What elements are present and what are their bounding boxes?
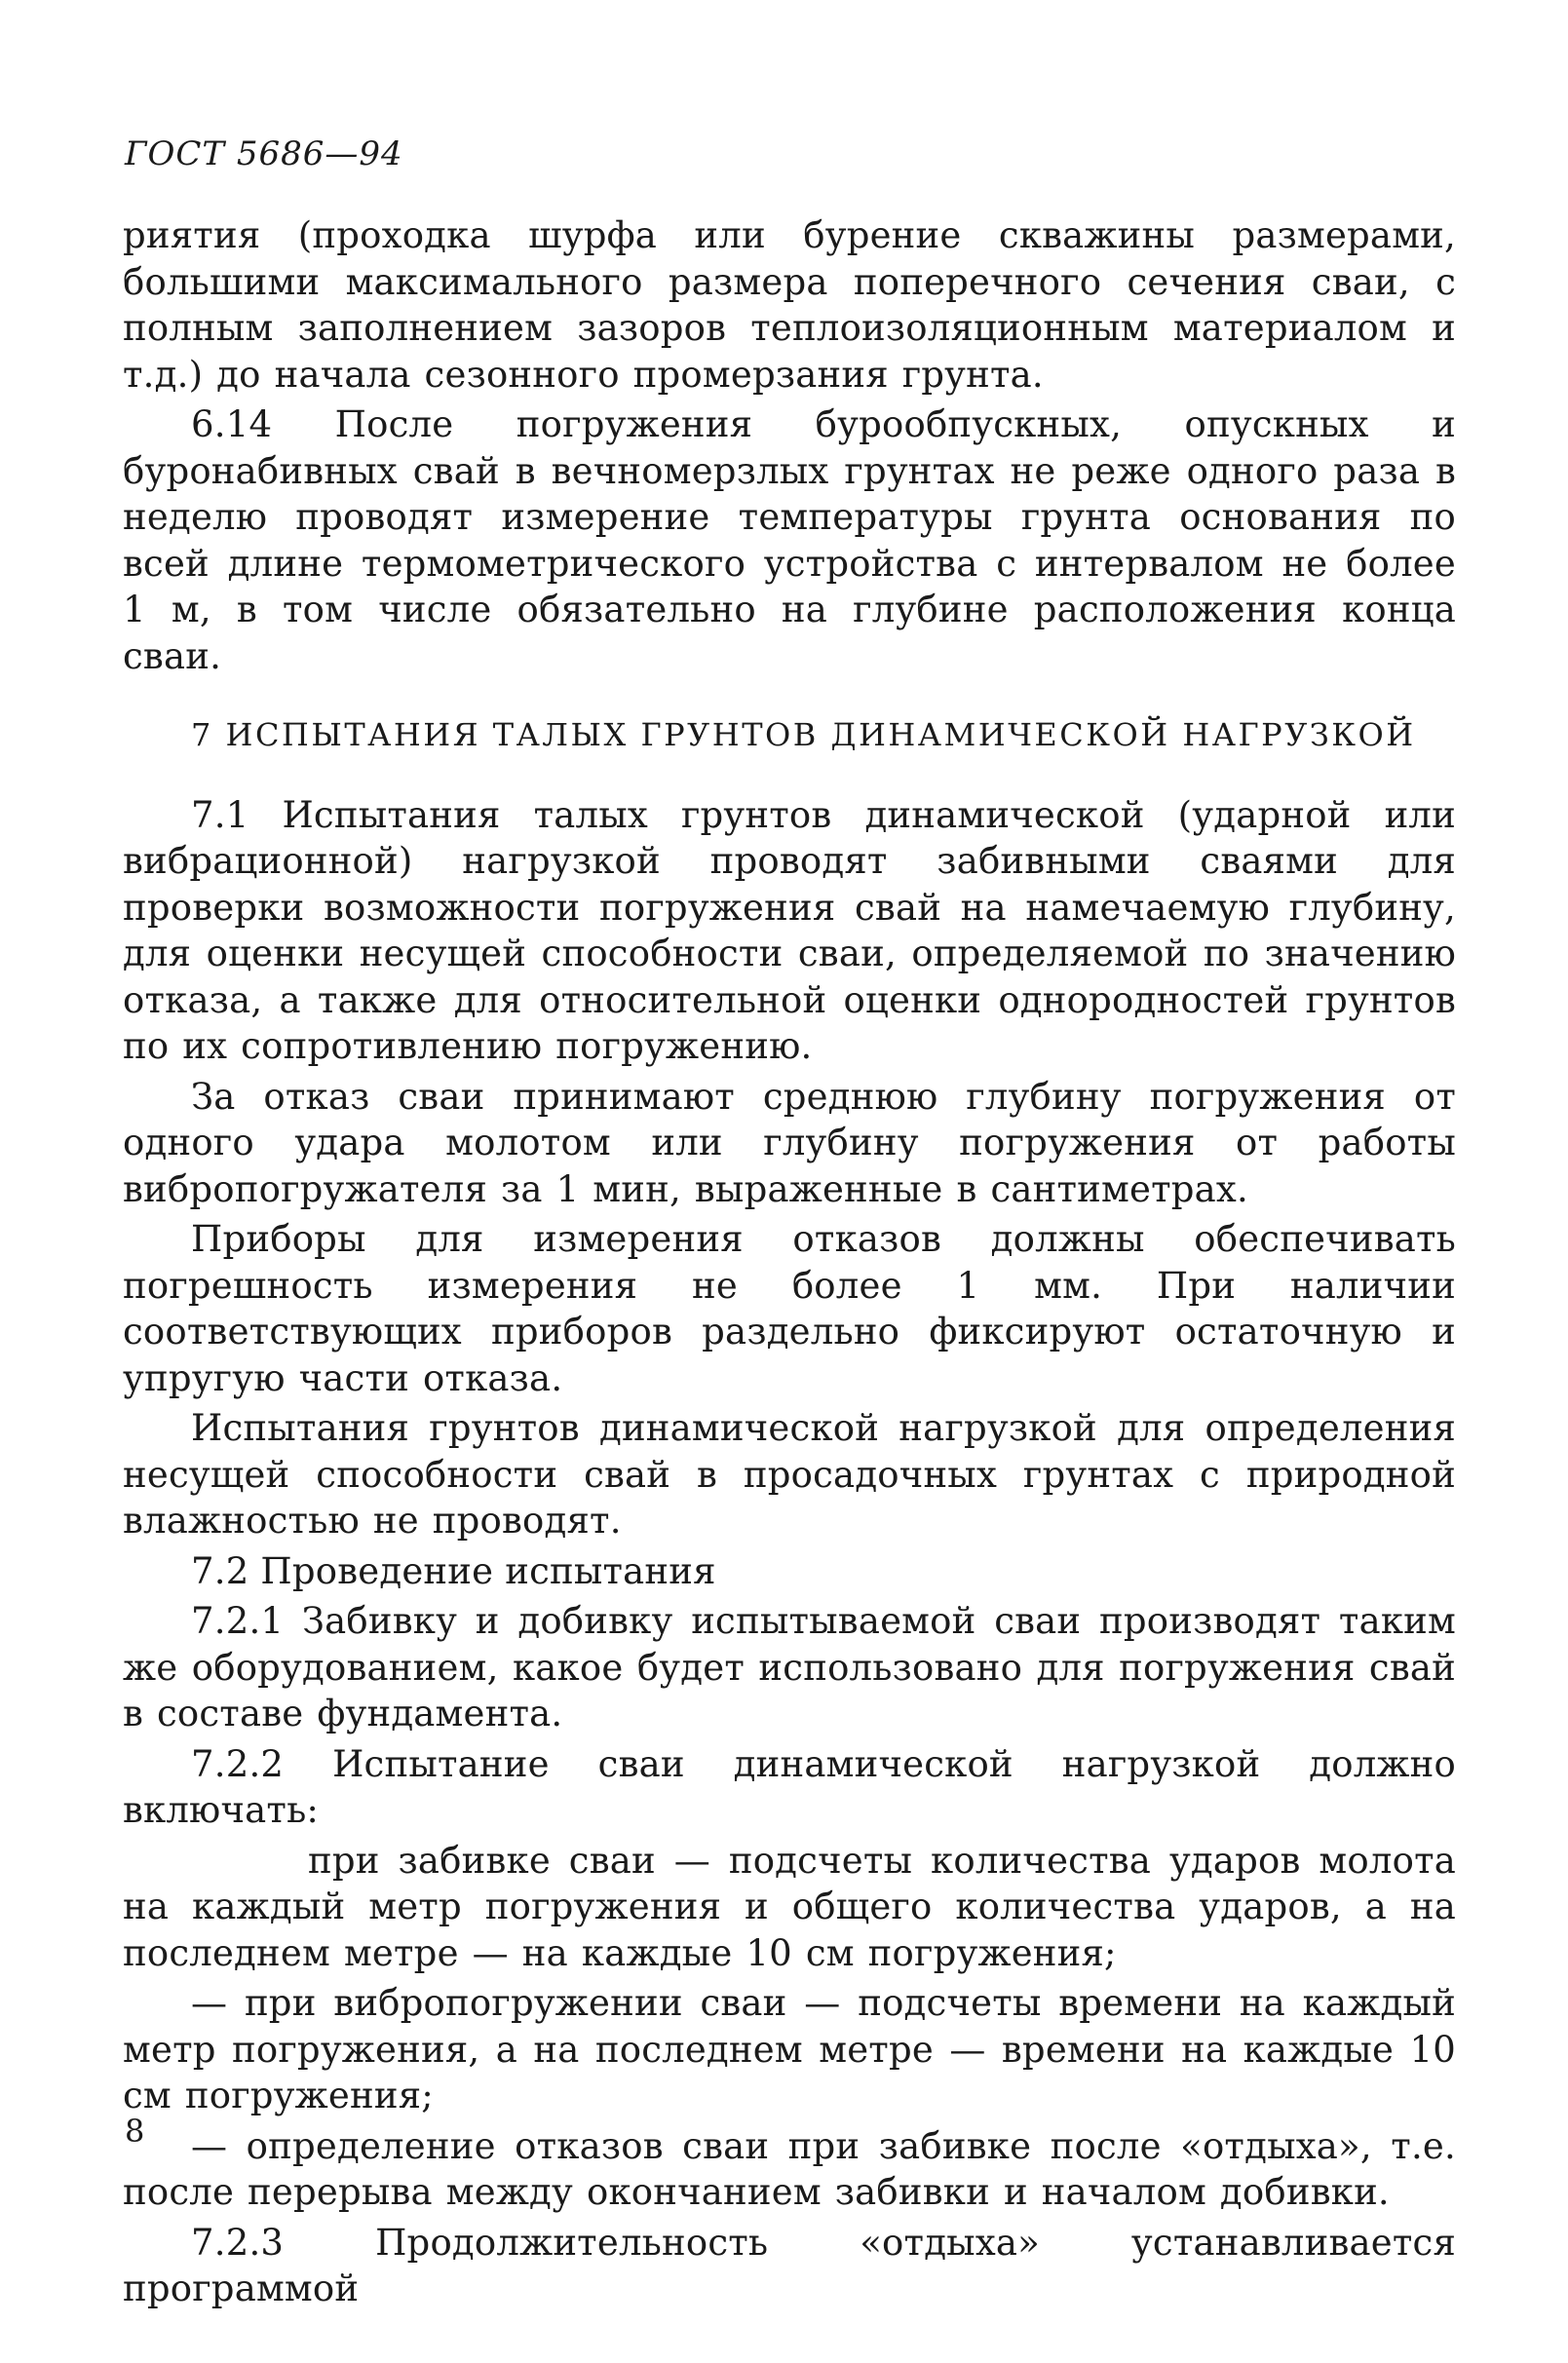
paragraph-7-2-3: 7.2.3 Продолжительность «отдыха» устанавливается программой xyxy=(123,2221,1456,2309)
paragraph-subsidence-soils: Испытания грунтов динамической нагрузкой для определения несущей способности свай в просадочных грунтах с природной влажностью не проводят. xyxy=(123,1407,1456,1542)
paragraph-instruments: Приборы для измерения отказов должны обеспечивать погрешность измерения не более 1 мм. При наличии соответствующих приборов раздельно фиксируют остаточную и упругую части отказа. xyxy=(123,1218,1456,1399)
page-number: 8 xyxy=(125,2113,145,2150)
document-header: ГОСТ 5686—94 xyxy=(125,134,403,173)
list-item-driving: при забивке сваи — подсчеты количества ударов молота на каждый метр погружения и общего количества ударов, а на последнем метре — на каждые 10 см погружения; xyxy=(123,1839,1456,1974)
list-item-vibration: — при вибропогружении сваи — подсчеты времени на каждый метр погружения, а на последнем метре — времени на каждые 10 см погружения; xyxy=(123,1982,1456,2116)
section-title-7: 7 ИСПЫТАНИЯ ТАЛЫХ ГРУНТОВ ДИНАМИЧЕСКОЙ НАГРУЗКОЙ xyxy=(191,716,1416,753)
list-item-rest: — определение отказов сваи при забивке после «отдыха», т.е. после перерыва между окончанием забивки и началом добивки. xyxy=(123,2124,1456,2213)
paragraph-6-14: 6.14 После погружения бурообпускных, опускных и буронабивных свай в вечномерзлых грунтах не реже одного раза в неделю проводят измерение температуры грунта основания по всей длине термометрического устройства с интервалом не более 1 м, в том числе обязательно на глубине расположения конца сваи. xyxy=(123,403,1456,677)
paragraph-continuation: риятия (проходка шурфа или бурение скважины размерами, большими максимального размера поперечного сечения сваи, с полным заполнением зазоров теплоизоляционным материалом и т.д.) до начала сезонного промерзания грунта. xyxy=(123,214,1456,396)
paragraph-7-2-1: 7.2.1 Забивку и добивку испытываемой сваи производят таким же оборудованием, какое будет использовано для погружения свай в составе фундамента. xyxy=(123,1600,1456,1734)
paragraph-7-2-2: 7.2.2 Испытание сваи динамической нагрузкой должно включать: xyxy=(123,1742,1456,1831)
document-body xyxy=(123,212,1456,2316)
paragraph-7-1: 7.1 Испытания талых грунтов динамической (ударной или вибрационной) нагрузкой проводят забивными сваями для проверки возможности погружения свай на намечаемую глубину, для оценки несущей способности сваи, определяемой по значению отказа, а также для относительной оценки однородностей грунтов по их сопротивлению погружению. xyxy=(123,793,1456,1067)
subsection-title-7-2: 7.2 Проведение испытания xyxy=(191,1549,716,1592)
paragraph-refusal-definition: За отказ сваи принимают среднюю глубину погружения от одного удара молотом или глубину погружения от работы вибропогружателя за 1 мин, выраженные в сантиметрах. xyxy=(123,1075,1456,1210)
